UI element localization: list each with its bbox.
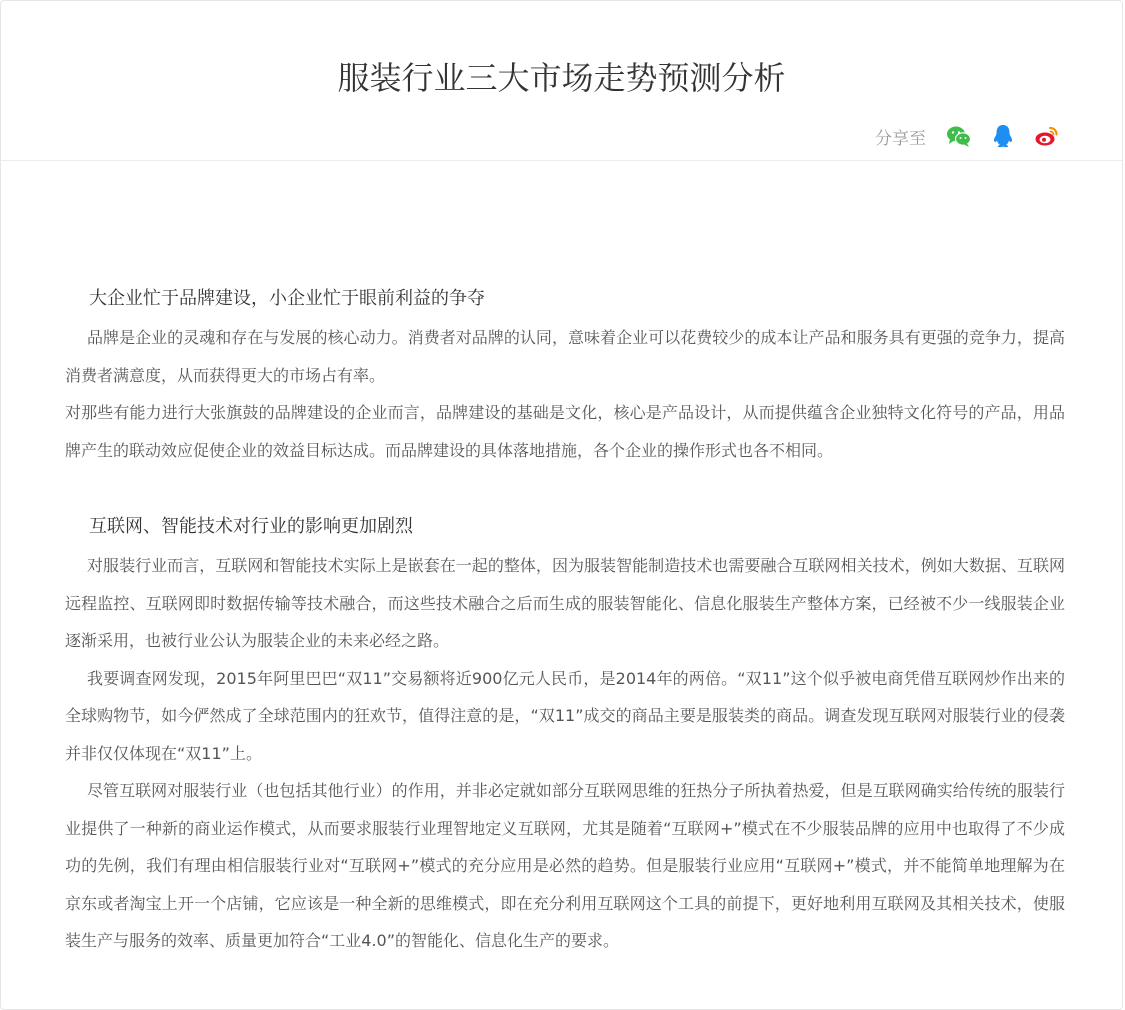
paragraph: 对服装行业而言，互联网和智能技术实际上是嵌套在一起的整体，因为服装智能制造技术也需要融合互联网相关技术，例如大数据、互联网远程监控、互联网即时数据传输等技术融合，而这些技术融合之后而生成的服装智能化、信息化服装生产整体方案，已经被不少一线服装企业逐渐采用，也被行业公认为服装企业的未来必经之路。 <box>65 556 1065 650</box>
paragraph: 对那些有能力进行大张旗鼓的品牌建设的企业而言，品牌建设的基础是文化，核心是产品设计，从而提供蕴含企业独特文化符号的产品，用品牌产生的联动效应促使企业的效益目标达成。而品牌建设的具体落地措施，各个企业的操作形式也各不相同。 <box>65 403 1065 460</box>
paragraph: 我要调查网发现，2015年阿里巴巴“双11”交易额将近900亿元人民币，是2014年的两倍。“双11”这个似乎被电商凭借互联网炒作出来的全球购物节，如今俨然成了全球范围内的狂欢节，值得注意的是，“双11”成交的商品主要是服装类的商品。调查发现互联网对服装行业的侵袭并非仅仅体现在“双11”上。 <box>65 668 1065 763</box>
page-title: 服装行业三大市场走势预测分析 <box>337 59 786 97</box>
share-bar <box>875 123 1060 149</box>
article-body <box>65 279 1065 960</box>
section-heading: 互联网、智能技术对行业的影响更加剧烈 <box>89 516 413 537</box>
paragraph: 尽管互联网对服装行业（也包括其他行业）的作用，并非必定就如部分互联网思维的狂热分子所执着热爱，但是互联网确实给传统的服装行业提供了一种新的商业运作模式，从而要求服装行业理智地定义互联网，尤其是随着“互联网+”模式在不少服装品牌的应用中也取得了不少成功的先例，我们有理由相信服装行业对“互联网+”模式的充分应用是必然的趋势。但是服装行业应用“互联网+”模式，并不能简单地理解为在京东或者淘宝上开一个店铺，它应该是一种全新的思维模式，即在充分利用互联网这个工具的前提下，更好地利用互联网及其相关技术，使服装生产与服务的效率、质量更加符合“工业4.0”的智能化、信息化生产的要求。 <box>65 781 1065 950</box>
paragraph: 品牌是企业的灵魂和存在与发展的核心动力。消费者对品牌的认同，意味着企业可以花费较少的成本让产品和服务具有更强的竞争力，提高消费者满意度，从而获得更大的市场占有率。 <box>65 328 1065 385</box>
section-heading: 大企业忙于品牌建设，小企业忙于眼前利益的争夺 <box>89 288 485 309</box>
weibo-icon[interactable] <box>1034 123 1060 149</box>
section-spacer <box>65 469 1065 507</box>
qq-icon[interactable] <box>990 123 1016 149</box>
share-label: 分享至 <box>875 128 926 149</box>
article-header <box>1 1 1122 161</box>
wechat-icon[interactable] <box>946 123 972 149</box>
